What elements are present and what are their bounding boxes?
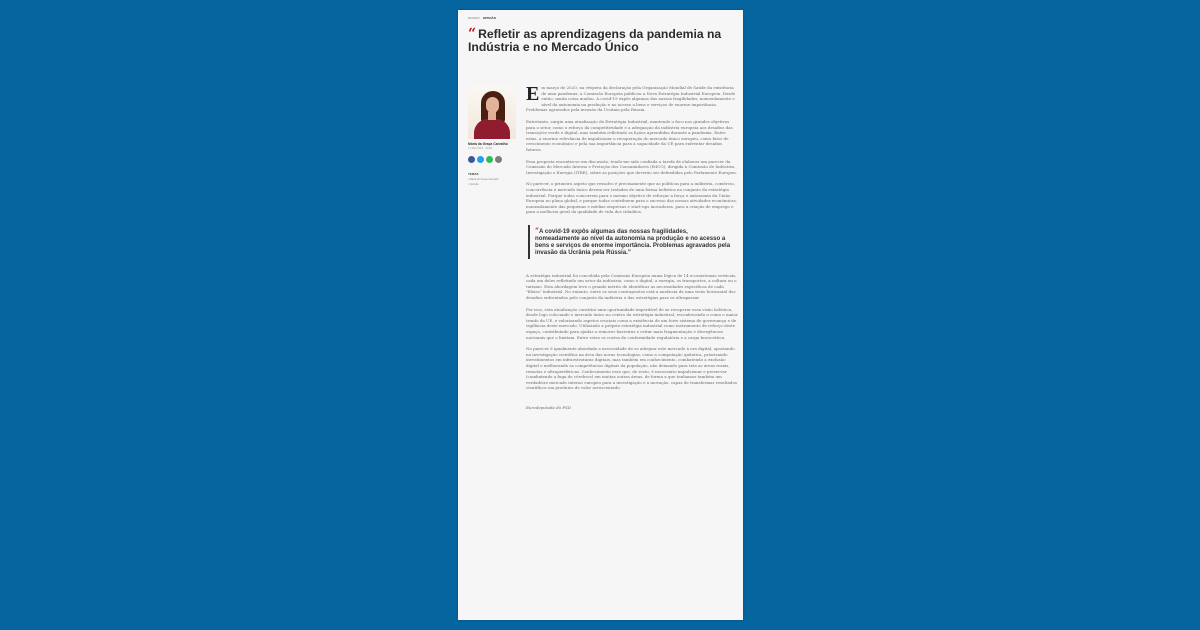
twitter-icon[interactable] bbox=[477, 156, 484, 163]
share-buttons bbox=[468, 156, 518, 163]
topics-label: TEMAS bbox=[468, 172, 479, 176]
publish-date: 17 Abril 2023 · 20:30 bbox=[468, 147, 492, 150]
breadcrumb-sub[interactable]: OPINIÃO bbox=[482, 16, 497, 20]
breadcrumb-section[interactable]: MUNDO bbox=[468, 16, 480, 20]
article-title bbox=[468, 28, 738, 54]
paragraph-6: Por isso, esta atualização constitui uma oportunidade imperdível de se recuperar essa visão holística, desde logo colocando o mercado único no centro da estratégia industrial, reconhecendo-o como o maior trunfo da UE, e valorizando aspetos cruciais como a existência de um forte sistema de governança e de vigilância deste mercado. Utilizando a própria estratégia industrial como instrumento de reforço deste espaço, contribuindo para ajudar a remover barreiras e evitar mais fragmentação e divergências nacionais que o limitam. Entre estes os custos de conformidade regulatória e a carga burocrática. bbox=[526, 306, 738, 340]
author-signature: Eurodeputada do PSD bbox=[526, 404, 571, 410]
author-sidebar bbox=[468, 85, 518, 186]
pull-quote: “A covid-19 expôs algumas das nossas fragilidades, nomeadamente ao nível da autonomia na produção e no acesso a bens e serviços de enorme importância. Problemas agravados pela invasão da Ucrânia pela Rússia.” bbox=[528, 225, 738, 259]
article-title-text: Refletir as aprendizagens da pandemia na Indústria e no Mercado Único bbox=[468, 27, 722, 54]
paragraph-2: Entretanto, surgiu uma atualização da Estratégia Industrial, mantendo o foco nos grandes objetivos para o setor, como o reforço da competitividade e a adequação da indústria europeia aos desafios das transições verde e digital, mas também refletindo as lições aprendidas durante a pandemia. Entre estas, a enorme relevância de impulsionar a recuperação do mercado único europeu, como fator de crescimento económico e pela sua importância para a capacidade da UE para enfrentar desafios futuros. bbox=[526, 118, 733, 152]
drop-cap: E bbox=[526, 83, 540, 105]
quote-mark-icon: “ bbox=[468, 26, 477, 42]
topic-link[interactable]: • Opinião bbox=[468, 183, 518, 186]
author-name[interactable]: Maria da Graça Carvalho bbox=[468, 142, 508, 146]
article-body bbox=[526, 85, 738, 410]
facebook-icon[interactable] bbox=[468, 156, 475, 163]
paragraph-5: A estratégia industrial foi concebida pela Comissão Europeia numa lógica de 14 ecossistemas verticais, cada um deles refletindo um setor da indústria, como o digital, a energia, os transportes, a cultura ou o turismo. Esta abordagem teve o grande mérito de identificar as necessidades específicas de cada "fileira" industrial. No entanto, entre os seus contrapontos está a ausência de uma visão horizontal dos desafios enfrentados pelo conjunto da indústria e das estratégias para os ultrapassar. bbox=[526, 272, 737, 301]
topic-link[interactable]: • Maria da Graça Carvalho bbox=[468, 178, 518, 181]
breadcrumb: MUNDO · OPINIÃO bbox=[468, 16, 497, 20]
author-photo bbox=[468, 85, 516, 139]
email-icon[interactable] bbox=[495, 156, 502, 163]
paragraph-3: Essa proposta encontra-se em discussão, tendo-me sido confiada a tarefa de elaborar um parecer da Comissão do Mercado Interno e Proteção dos Consumidores (IMCO), dirigida à Comissão de Indústria, Investigação e Energia (ITRE), sobre as posições que deverão ser defendidas pelo Parlamento Europeu. bbox=[526, 158, 737, 175]
paragraph-1: Em março de 2020, na véspera da declaração pela Organização Mundial de Saúde da existência de uma pandemia, a Comissão Europeia publicou a Nova Estratégia Industrial Europeia. Desde então, muita coisa mudou. A covid-19 expôs algumas das nossas fragilidades, nomeadamente o nível da autonomia na produção e no acesso a bens e serviços de enorme importância. Problemas agravados pela invasão da Ucrânia pela Rússia. bbox=[526, 83, 736, 113]
whatsapp-icon[interactable] bbox=[486, 156, 493, 163]
paragraph-7: No parecer é igualmente abordada a necessidade de se adequar este mercado à era digital, apostando na investigação científica na área das novas tecnologias, como a computação quântica, priorizando investimentos em infraestruturas digitais, mas também em conhecimento, combatendo a exclusão digital e melhorando as competências digitais da população, não deixando para trás as áreas rurais, remotas e ultraperiféricas. Conhecimento esse que, de resto, é necessário impulsionar e preservar (combatendo a fuga de cérebros) em muitas outras áreas, de forma a que tenhamos também um verdadeiro mercado interno europeu para a investigação e a inovação, capaz de transformar resultados científicos em produtos de valor acrescentado. bbox=[526, 346, 737, 391]
paragraph-4: No parecer, o primeiro aspeto que ressalvo é precisamente que as políticas para a indústria, comércio, concorrência e mercado único devem ser tratadas de uma forma holística no conjunto da estratégia industrial. Porque todas concorrem para o mesmo objetivo de reforçar a força e autonomia da União Europeia no plano global, e porque todas contribuem para o sucesso das nossas atividades económicas, nomeadamente das pequenas e médias empresas e start-ups inovadoras, para a criação de emprego e para a melhoria geral da qualidade de vida dos cidadãos. bbox=[526, 181, 737, 215]
quote-mark-icon: “ bbox=[535, 225, 540, 235]
article-page bbox=[458, 10, 743, 620]
title-wrap bbox=[468, 28, 738, 54]
